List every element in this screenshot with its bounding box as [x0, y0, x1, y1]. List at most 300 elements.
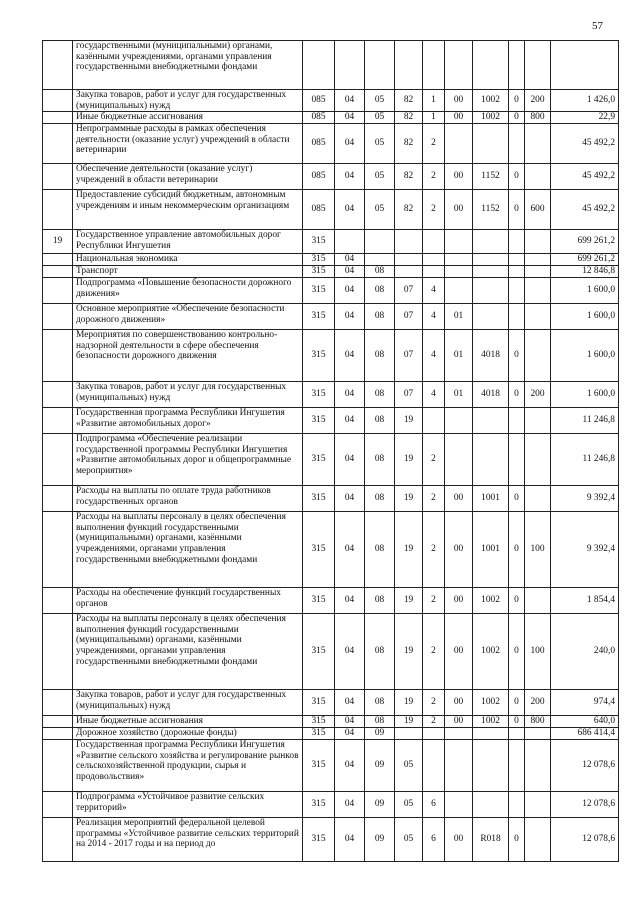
table-row: [43, 124, 619, 164]
subsection-code-cell: 08: [365, 382, 395, 408]
table-row: [43, 434, 619, 486]
subsection-code-cell: 08: [365, 690, 395, 716]
table-row: [43, 190, 619, 230]
item-name-cell: Подпрограмма «Обеспечение реализации государственной программы Республики Ингушетия «Развитие автомобильных дорог и общепрограммные мероприятия»: [73, 434, 303, 486]
extra-code-cell: [509, 304, 525, 330]
direction-code-cell: [473, 408, 509, 434]
direction-code-cell: 1002: [473, 716, 509, 728]
admin-code-cell: 315: [303, 716, 335, 728]
measure-code-cell: [445, 728, 473, 740]
item-name-cell: Мероприятия по совершенствованию контрольно-надзорной деятельности в сфере обеспечения безопасности дорожного движения: [73, 330, 303, 382]
direction-code-cell: [473, 740, 509, 792]
row-number-cell: [43, 304, 73, 330]
table-row: [43, 512, 619, 588]
section-code-cell: 04: [335, 614, 365, 690]
expense-type-cell: [525, 792, 551, 818]
direction-code-cell: [473, 41, 509, 90]
row-number-cell: [43, 124, 73, 164]
section-code-cell: 04: [335, 112, 365, 124]
admin-code-cell: 315: [303, 408, 335, 434]
subsection-code-cell: 09: [365, 792, 395, 818]
measure-code-cell: [445, 434, 473, 486]
row-number-cell: [43, 716, 73, 728]
subsection-code-cell: 05: [365, 112, 395, 124]
subsection-code-cell: 09: [365, 728, 395, 740]
admin-code-cell: 315: [303, 254, 335, 266]
subprogram-code-cell: 2: [423, 512, 445, 588]
expense-type-cell: 100: [525, 614, 551, 690]
subsection-code-cell: 05: [365, 90, 395, 112]
table-row: [43, 716, 619, 728]
amount-cell: 974,4: [551, 690, 619, 716]
direction-code-cell: 1152: [473, 164, 509, 190]
section-code-cell: 04: [335, 254, 365, 266]
table-row: [43, 740, 619, 792]
item-name-cell: Государственное управление автомобильных дорог Республики Ингушетия: [73, 230, 303, 254]
extra-code-cell: 0: [509, 164, 525, 190]
expense-type-cell: [525, 41, 551, 90]
section-code-cell: 04: [335, 792, 365, 818]
row-number-cell: [43, 164, 73, 190]
row-number-cell: [43, 818, 73, 862]
item-name-cell: Закупка товаров, работ и услуг для государственных (муниципальных) нужд: [73, 690, 303, 716]
row-number-cell: 19: [43, 230, 73, 254]
subprogram-code-cell: 2: [423, 124, 445, 164]
program-code-cell: 07: [395, 382, 423, 408]
expense-type-cell: [525, 266, 551, 278]
subprogram-code-cell: 4: [423, 304, 445, 330]
section-code-cell: 04: [335, 330, 365, 382]
expense-type-cell: 800: [525, 716, 551, 728]
item-name-cell: Подпрограмма «Повышение безопасности дорожного движения»: [73, 278, 303, 304]
direction-code-cell: [473, 124, 509, 164]
subsection-code-cell: 05: [365, 190, 395, 230]
admin-code-cell: 315: [303, 792, 335, 818]
admin-code-cell: 315: [303, 382, 335, 408]
extra-code-cell: 0: [509, 588, 525, 614]
direction-code-cell: [473, 728, 509, 740]
program-code-cell: 19: [395, 614, 423, 690]
item-name-cell: Национальная экономика: [73, 254, 303, 266]
program-code-cell: 19: [395, 512, 423, 588]
extra-code-cell: 0: [509, 112, 525, 124]
direction-code-cell: [473, 254, 509, 266]
admin-code-cell: 085: [303, 164, 335, 190]
subprogram-code-cell: 6: [423, 818, 445, 862]
section-code-cell: 04: [335, 190, 365, 230]
direction-code-cell: 4018: [473, 330, 509, 382]
row-number-cell: [43, 690, 73, 716]
table-row: [43, 90, 619, 112]
section-code-cell: 04: [335, 512, 365, 588]
direction-code-cell: [473, 230, 509, 254]
expense-type-cell: 200: [525, 382, 551, 408]
subprogram-code-cell: 2: [423, 690, 445, 716]
section-code-cell: 04: [335, 434, 365, 486]
subprogram-code-cell: [423, 728, 445, 740]
admin-code-cell: 085: [303, 190, 335, 230]
row-number-cell: [43, 792, 73, 818]
admin-code-cell: 315: [303, 434, 335, 486]
expense-type-cell: [525, 486, 551, 512]
measure-code-cell: [445, 254, 473, 266]
extra-code-cell: [509, 728, 525, 740]
measure-code-cell: 00: [445, 690, 473, 716]
section-code-cell: 04: [335, 818, 365, 862]
table-row: [43, 690, 619, 716]
subprogram-code-cell: 2: [423, 716, 445, 728]
table-row: [43, 254, 619, 266]
amount-cell: 45 492,2: [551, 124, 619, 164]
extra-code-cell: [509, 792, 525, 818]
subsection-code-cell: 08: [365, 304, 395, 330]
subsection-code-cell: [365, 230, 395, 254]
measure-code-cell: 00: [445, 164, 473, 190]
item-name-cell: Непрограммные расходы в рамках обеспечения деятельности (оказание услуг) учреждений в области ветеринарии: [73, 124, 303, 164]
section-code-cell: 04: [335, 124, 365, 164]
program-code-cell: [395, 266, 423, 278]
direction-code-cell: R018: [473, 818, 509, 862]
section-code-cell: 04: [335, 728, 365, 740]
amount-cell: 12 078,6: [551, 740, 619, 792]
program-code-cell: 05: [395, 818, 423, 862]
admin-code-cell: 085: [303, 124, 335, 164]
table-row: [43, 230, 619, 254]
table-row: [43, 112, 619, 124]
program-code-cell: [395, 728, 423, 740]
table-row: [43, 588, 619, 614]
section-code-cell: 04: [335, 90, 365, 112]
program-code-cell: [395, 41, 423, 90]
amount-cell: 699 261,2: [551, 230, 619, 254]
row-number-cell: [43, 512, 73, 588]
subsection-code-cell: 08: [365, 614, 395, 690]
extra-code-cell: 0: [509, 382, 525, 408]
subprogram-code-cell: [423, 254, 445, 266]
subsection-code-cell: 08: [365, 486, 395, 512]
item-name-cell: Закупка товаров, работ и услуг для государственных (муниципальных) нужд: [73, 90, 303, 112]
amount-cell: 240,0: [551, 614, 619, 690]
measure-code-cell: 00: [445, 512, 473, 588]
expense-type-cell: 200: [525, 90, 551, 112]
row-number-cell: [43, 330, 73, 382]
section-code-cell: 04: [335, 266, 365, 278]
subprogram-code-cell: 2: [423, 486, 445, 512]
measure-code-cell: 00: [445, 486, 473, 512]
item-name-cell: Расходы на выплаты персоналу в целях обеспечения выполнения функций государственными (муниципальными) органами, казёнными учреждениями, органами управления государственными внебюджетными фондами: [73, 512, 303, 588]
measure-code-cell: 00: [445, 588, 473, 614]
row-number-cell: [43, 408, 73, 434]
expense-type-cell: [525, 434, 551, 486]
subprogram-code-cell: 2: [423, 434, 445, 486]
program-code-cell: 82: [395, 190, 423, 230]
expense-type-cell: [525, 408, 551, 434]
measure-code-cell: [445, 266, 473, 278]
amount-cell: 45 492,2: [551, 190, 619, 230]
program-code-cell: 82: [395, 124, 423, 164]
expense-type-cell: [525, 330, 551, 382]
section-code-cell: 04: [335, 690, 365, 716]
budget-table: [42, 40, 619, 862]
direction-code-cell: 1002: [473, 112, 509, 124]
direction-code-cell: [473, 266, 509, 278]
program-code-cell: 19: [395, 486, 423, 512]
measure-code-cell: [445, 792, 473, 818]
admin-code-cell: 315: [303, 230, 335, 254]
extra-code-cell: 0: [509, 486, 525, 512]
program-code-cell: 05: [395, 740, 423, 792]
row-number-cell: [43, 740, 73, 792]
extra-code-cell: 0: [509, 690, 525, 716]
row-number-cell: [43, 614, 73, 690]
admin-code-cell: 315: [303, 512, 335, 588]
section-code-cell: 04: [335, 164, 365, 190]
extra-code-cell: [509, 230, 525, 254]
admin-code-cell: 315: [303, 278, 335, 304]
expense-type-cell: [525, 740, 551, 792]
measure-code-cell: 00: [445, 818, 473, 862]
table-row: [43, 266, 619, 278]
item-name-cell: Подпрограмма «Устойчивое развитие сельских территорий»: [73, 792, 303, 818]
item-name-cell: государственными (муниципальными) органами, казёнными учреждениями, органами управления государственными внебюджетными фондами: [73, 41, 303, 90]
row-number-cell: [43, 90, 73, 112]
admin-code-cell: 315: [303, 728, 335, 740]
subprogram-code-cell: 2: [423, 164, 445, 190]
subprogram-code-cell: 2: [423, 614, 445, 690]
program-code-cell: 82: [395, 164, 423, 190]
item-name-cell: Дорожное хозяйство (дорожные фонды): [73, 728, 303, 740]
expense-type-cell: [525, 278, 551, 304]
amount-cell: 699 261,2: [551, 254, 619, 266]
item-name-cell: Реализация мероприятий федеральной целевой программы «Устойчивое развитие сельских территорий на 2014 - 2017 годы и на период до: [73, 818, 303, 862]
item-name-cell: Основное мероприятие «Обеспечение безопасности дорожного движения»: [73, 304, 303, 330]
extra-code-cell: [509, 408, 525, 434]
direction-code-cell: [473, 792, 509, 818]
direction-code-cell: [473, 304, 509, 330]
program-code-cell: 05: [395, 792, 423, 818]
extra-code-cell: 0: [509, 716, 525, 728]
table-row: [43, 818, 619, 862]
measure-code-cell: [445, 740, 473, 792]
amount-cell: 11 246,8: [551, 408, 619, 434]
admin-code-cell: 315: [303, 690, 335, 716]
direction-code-cell: 4018: [473, 382, 509, 408]
amount-cell: 1 600,0: [551, 330, 619, 382]
amount-cell: [551, 41, 619, 90]
item-name-cell: Иные бюджетные ассигнования: [73, 112, 303, 124]
subprogram-code-cell: 4: [423, 330, 445, 382]
row-number-cell: [43, 278, 73, 304]
measure-code-cell: 01: [445, 304, 473, 330]
admin-code-cell: 315: [303, 266, 335, 278]
subprogram-code-cell: 1: [423, 112, 445, 124]
subsection-code-cell: 08: [365, 266, 395, 278]
extra-code-cell: [509, 254, 525, 266]
extra-code-cell: [509, 41, 525, 90]
subsection-code-cell: 08: [365, 434, 395, 486]
expense-type-cell: 800: [525, 112, 551, 124]
program-code-cell: 82: [395, 90, 423, 112]
expense-type-cell: [525, 304, 551, 330]
measure-code-cell: [445, 230, 473, 254]
measure-code-cell: [445, 124, 473, 164]
subsection-code-cell: 08: [365, 512, 395, 588]
subprogram-code-cell: 2: [423, 588, 445, 614]
subprogram-code-cell: [423, 408, 445, 434]
program-code-cell: 19: [395, 434, 423, 486]
program-code-cell: [395, 254, 423, 266]
section-code-cell: [335, 41, 365, 90]
measure-code-cell: 00: [445, 90, 473, 112]
direction-code-cell: 1002: [473, 690, 509, 716]
direction-code-cell: 1001: [473, 512, 509, 588]
extra-code-cell: 0: [509, 512, 525, 588]
admin-code-cell: 315: [303, 740, 335, 792]
direction-code-cell: 1001: [473, 486, 509, 512]
measure-code-cell: 01: [445, 330, 473, 382]
admin-code-cell: 315: [303, 304, 335, 330]
item-name-cell: Государственная программа Республики Ингушетия «Развитие сельского хозяйства и регулирование рынков сельскохозяйственной продукции, сырья и продовольствия»: [73, 740, 303, 792]
subsection-code-cell: 05: [365, 164, 395, 190]
admin-code-cell: 315: [303, 330, 335, 382]
table-row: [43, 41, 619, 90]
section-code-cell: 04: [335, 740, 365, 792]
amount-cell: 1 600,0: [551, 304, 619, 330]
item-name-cell: Обеспечение деятельности (оказание услуг) учреждений в области ветеринарии: [73, 164, 303, 190]
subprogram-code-cell: 4: [423, 382, 445, 408]
section-code-cell: 04: [335, 382, 365, 408]
subsection-code-cell: 08: [365, 330, 395, 382]
subprogram-code-cell: [423, 740, 445, 792]
table-row: [43, 728, 619, 740]
table-row: [43, 792, 619, 818]
subsection-code-cell: 09: [365, 740, 395, 792]
extra-code-cell: 0: [509, 614, 525, 690]
extra-code-cell: [509, 740, 525, 792]
expense-type-cell: [525, 230, 551, 254]
expense-type-cell: [525, 818, 551, 862]
extra-code-cell: 0: [509, 818, 525, 862]
admin-code-cell: 085: [303, 112, 335, 124]
amount-cell: 9 392,4: [551, 512, 619, 588]
section-code-cell: 04: [335, 716, 365, 728]
subsection-code-cell: [365, 41, 395, 90]
section-code-cell: 04: [335, 304, 365, 330]
amount-cell: 45 492,2: [551, 164, 619, 190]
program-code-cell: [395, 230, 423, 254]
extra-code-cell: [509, 278, 525, 304]
section-code-cell: 04: [335, 408, 365, 434]
program-code-cell: 19: [395, 408, 423, 434]
admin-code-cell: 315: [303, 486, 335, 512]
admin-code-cell: 085: [303, 90, 335, 112]
admin-code-cell: 315: [303, 588, 335, 614]
program-code-cell: 19: [395, 690, 423, 716]
amount-cell: 9 392,4: [551, 486, 619, 512]
table-row: [43, 614, 619, 690]
subsection-code-cell: [365, 254, 395, 266]
direction-code-cell: [473, 434, 509, 486]
extra-code-cell: 0: [509, 190, 525, 230]
measure-code-cell: 01: [445, 382, 473, 408]
row-number-cell: [43, 486, 73, 512]
amount-cell: 1 600,0: [551, 278, 619, 304]
program-code-cell: 82: [395, 112, 423, 124]
extra-code-cell: 0: [509, 330, 525, 382]
amount-cell: 686 414,4: [551, 728, 619, 740]
program-code-cell: 07: [395, 278, 423, 304]
item-name-cell: Расходы на обеспечение функций государственных органов: [73, 588, 303, 614]
table-row: [43, 382, 619, 408]
expense-type-cell: 100: [525, 512, 551, 588]
row-number-cell: [43, 728, 73, 740]
expense-type-cell: 200: [525, 690, 551, 716]
item-name-cell: Расходы на выплаты по оплате труда работников государственных органов: [73, 486, 303, 512]
expense-type-cell: [525, 164, 551, 190]
expense-type-cell: [525, 254, 551, 266]
table-row: [43, 408, 619, 434]
expense-type-cell: [525, 588, 551, 614]
subsection-code-cell: 08: [365, 588, 395, 614]
expense-type-cell: 600: [525, 190, 551, 230]
direction-code-cell: 1152: [473, 190, 509, 230]
table-row: [43, 164, 619, 190]
measure-code-cell: 00: [445, 112, 473, 124]
extra-code-cell: 0: [509, 90, 525, 112]
direction-code-cell: 1002: [473, 90, 509, 112]
subprogram-code-cell: 4: [423, 278, 445, 304]
row-number-cell: [43, 112, 73, 124]
item-name-cell: Расходы на выплаты персоналу в целях обеспечения выполнения функций государственными (муниципальными) органами, казёнными учреждениями, органами управления государственными внебюджетными фондами: [73, 614, 303, 690]
section-code-cell: 04: [335, 588, 365, 614]
measure-code-cell: [445, 408, 473, 434]
admin-code-cell: 315: [303, 614, 335, 690]
item-name-cell: Закупка товаров, работ и услуг для государственных (муниципальных) нужд: [73, 382, 303, 408]
section-code-cell: 04: [335, 486, 365, 512]
measure-code-cell: 00: [445, 614, 473, 690]
row-number-cell: [43, 190, 73, 230]
row-number-cell: [43, 41, 73, 90]
subprogram-code-cell: 1: [423, 90, 445, 112]
measure-code-cell: [445, 278, 473, 304]
row-number-cell: [43, 434, 73, 486]
subsection-code-cell: 08: [365, 716, 395, 728]
amount-cell: 12 078,6: [551, 792, 619, 818]
table-row: [43, 486, 619, 512]
measure-code-cell: [445, 41, 473, 90]
admin-code-cell: [303, 41, 335, 90]
subprogram-code-cell: 6: [423, 792, 445, 818]
subprogram-code-cell: [423, 230, 445, 254]
table-row: [43, 304, 619, 330]
item-name-cell: Иные бюджетные ассигнования: [73, 716, 303, 728]
amount-cell: 12 078,6: [551, 818, 619, 862]
table-row: [43, 330, 619, 382]
section-code-cell: 04: [335, 278, 365, 304]
amount-cell: 1 600,0: [551, 382, 619, 408]
row-number-cell: [43, 382, 73, 408]
direction-code-cell: 1002: [473, 614, 509, 690]
row-number-cell: [43, 588, 73, 614]
amount-cell: 640,0: [551, 716, 619, 728]
section-code-cell: [335, 230, 365, 254]
page-number: 57: [592, 20, 603, 32]
measure-code-cell: 00: [445, 190, 473, 230]
subsection-code-cell: 08: [365, 408, 395, 434]
item-name-cell: Предоставление субсидий бюджетным, автономным учреждениям и иным некоммерческим организациям: [73, 190, 303, 230]
row-number-cell: [43, 266, 73, 278]
subprogram-code-cell: 2: [423, 190, 445, 230]
